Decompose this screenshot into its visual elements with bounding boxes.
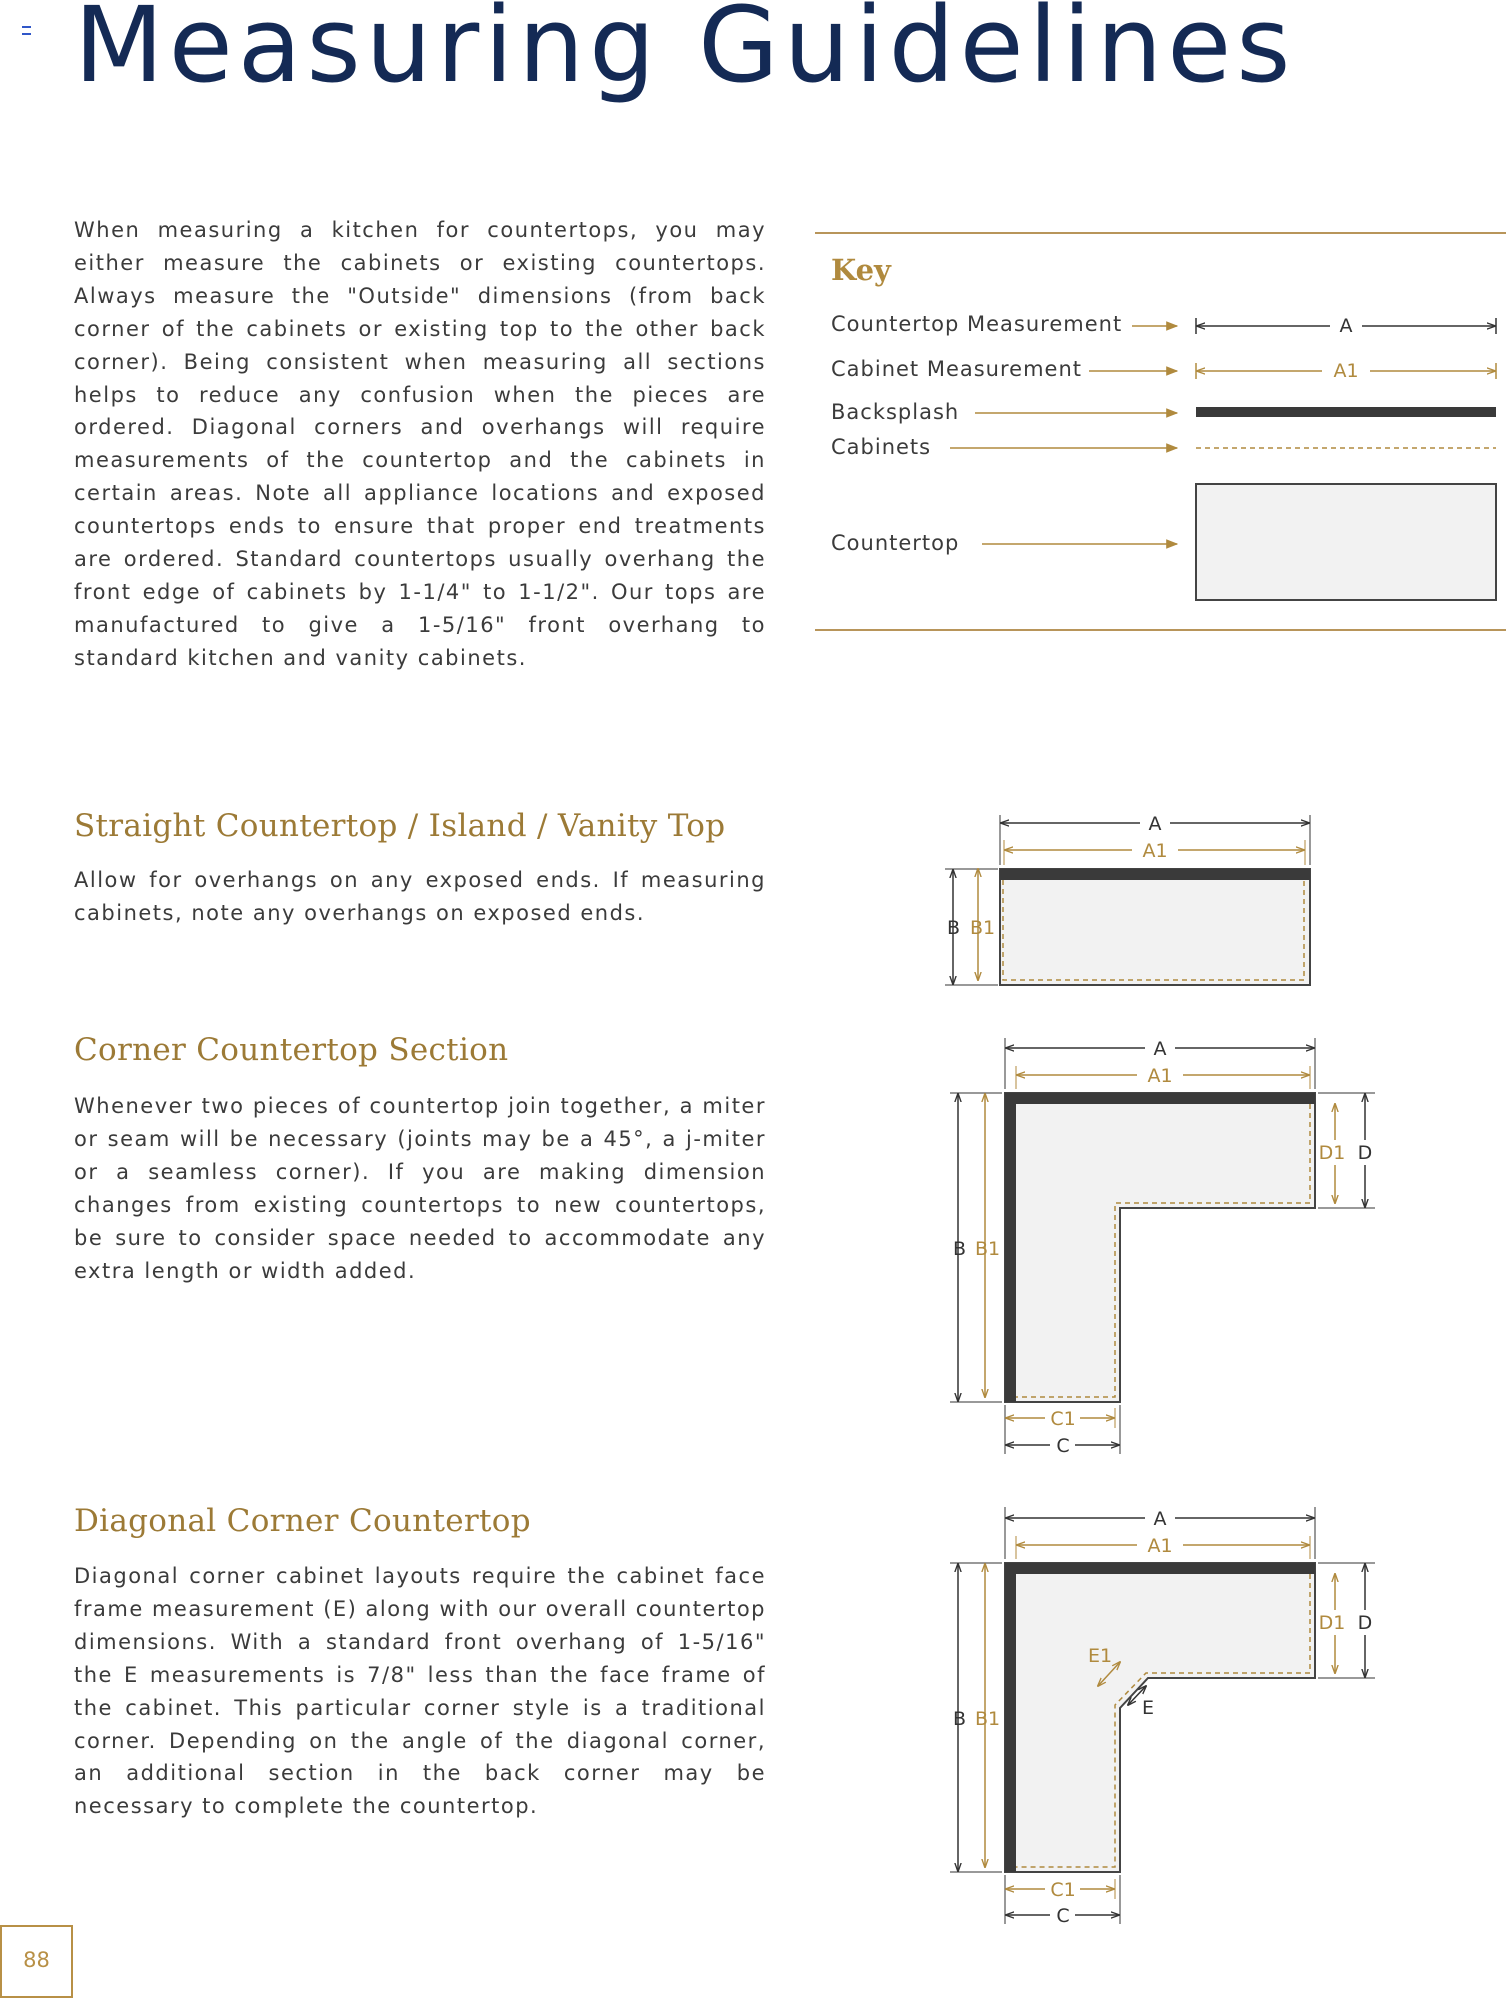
key-symbol-backsplash [1196, 407, 1496, 417]
key-label-countertop-measurement: Countertop Measurement [831, 312, 1123, 336]
diagonal-label-b: B [953, 1708, 967, 1730]
section-text-corner: Whenever two pieces of countertop join together, a miter or seam will be necessary (joints may be a 45°, a j-miter or a seamless corner). If you are making dimension changes from existing countertops to new countertops, be sure to consider space needed to accommodate any extra length or width added. [74, 1094, 766, 1283]
corner-label-a1: A1 [1147, 1065, 1173, 1087]
diagonal-countertop [1005, 1563, 1315, 1872]
section-text-straight: Allow for overhangs on any exposed ends. If measuring cabinets, note any overhangs on exposed ends. [74, 868, 766, 925]
diagonal-label-c1: C1 [1050, 1879, 1076, 1901]
section-heading-corner: Corner Countertop Section [74, 1032, 509, 1068]
diagonal-label-a1: A1 [1147, 1535, 1173, 1557]
corner-label-d1: D1 [1318, 1142, 1346, 1164]
diagonal-label-a: A [1153, 1508, 1167, 1530]
diagonal-label-b1: B1 [975, 1708, 1001, 1730]
straight-label-a: A [1148, 813, 1162, 835]
key-label-countertop: Countertop [831, 531, 960, 555]
straight-label-b1: B1 [970, 917, 996, 939]
diagonal-label-e: E [1141, 1697, 1155, 1719]
straight-countertop [1000, 869, 1310, 985]
diagonal-label-c: C [1056, 1905, 1070, 1927]
key-label-cabinets: Cabinets [831, 435, 932, 459]
diagram-diagonal [950, 1507, 1375, 1927]
corner-label-a: A [1153, 1038, 1167, 1060]
page-title: Measuring Guidelines [74, 0, 1296, 106]
intro-paragraph: When measuring a kitchen for countertops, you may either measure the cabinets or existing countertops. Always measure the "Outside" dimensions (from back corner of the cabinets or existing top to the other back corner). Being consistent when measuring all sections helps to reduce any confusion when the pieces are ordered. Diagonal corners and overhangs will require measurements of the countertop and the cabinets in certain areas. Note all appliance locations and exposed countertops ends to ensure that proper end treatments are ordered. Standard countertops usually overhang the front edge of cabinets by 1-1/4" to 1-1/2". Our tops are manufactured to give a 1-5/16" front overhang to standard kitchen and vanity cabinets. [74, 218, 766, 670]
key-label-backsplash: Backsplash [831, 400, 960, 424]
section-heading-diagonal: Diagonal Corner Countertop [74, 1503, 531, 1539]
diagonal-label-d1: D1 [1318, 1612, 1346, 1634]
key-symbol-a1: A1 [1333, 360, 1359, 382]
diagonal-backsplash-top [1005, 1563, 1315, 1574]
key-arrows [950, 326, 1177, 544]
corner-label-c: C [1056, 1435, 1070, 1457]
section-heading-straight: Straight Countertop / Island / Vanity Top [74, 808, 726, 844]
key-symbol-countertop [1196, 484, 1496, 600]
diagonal-label-e1: E1 [1087, 1645, 1113, 1667]
key-symbol-cabinet-measurement [1196, 360, 1496, 382]
corner-label-b: B [953, 1238, 967, 1260]
corner-backsplash-top [1005, 1093, 1315, 1104]
key-label-cabinet-measurement: Cabinet Measurement [831, 357, 1083, 381]
diagram-straight [945, 813, 1310, 985]
diagonal-backsplash-left [1005, 1563, 1016, 1872]
corner-countertop [1005, 1093, 1315, 1402]
straight-label-b: B [947, 917, 961, 939]
straight-label-a1: A1 [1142, 840, 1168, 862]
corner-label-d: D [1357, 1142, 1373, 1164]
diagonal-label-d: D [1357, 1612, 1373, 1634]
diagram-corner [950, 1038, 1375, 1457]
straight-backsplash [1000, 869, 1310, 880]
corner-backsplash-left [1005, 1093, 1016, 1402]
key-title: Key [831, 253, 891, 287]
section-text-diagonal: Diagonal corner cabinet layouts require the cabinet face frame measurement (E) along with our overall countertop dimensions. With a standard front overhang of 1-5/16" the E measurements is 7/8" less than the face frame of the cabinet. This particular corner style is a traditional corner. Depending on the angle of the diagonal corner, an additional section in the back corner may be necessary to complete the countertop. [74, 1564, 766, 1819]
corner-label-c1: C1 [1050, 1408, 1076, 1430]
corner-label-b1: B1 [975, 1238, 1001, 1260]
page-number: 88 [23, 1948, 50, 1972]
key-symbol-countertop-measurement [1196, 315, 1496, 337]
key-symbol-a: A [1339, 315, 1353, 337]
